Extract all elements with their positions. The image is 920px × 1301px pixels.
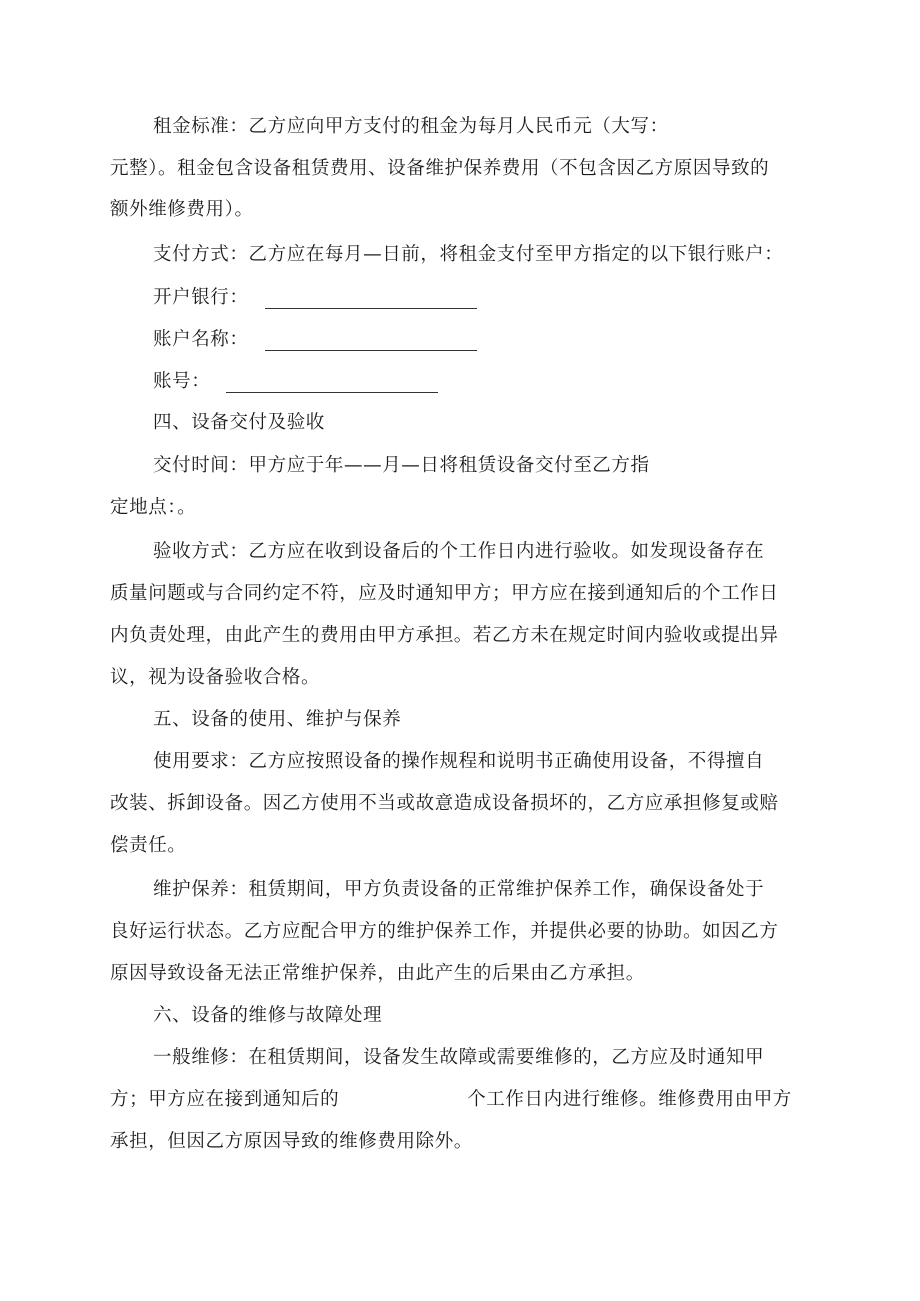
acceptance-line-2: 质量问题或与合同约定不符，应及时通知甲方；甲方应在接到通知后的个工作日 [110,583,779,604]
section-6-title: 六、设备的维修与故障处理 [153,1005,383,1026]
account-name-label: 账户名称： [153,329,249,350]
account-name-field [0,319,920,361]
acceptance-line-3: 内负责处理，由此产生的费用由甲方承担。若乙方未在规定时间内验收或提出异 [110,625,779,646]
usage-line-3: 偿责任。 [110,835,187,856]
maintenance-line-1: 维护保养：租赁期间，甲方负责设备的正常维护保养工作，确保设备处于 [153,879,765,900]
repair-line-2-end: 个工作日内进行维修。维修费用由甲方 [467,1089,792,1110]
usage-line-1: 使用要求：乙方应按照设备的操作规程和说明书正确使用设备，不得擅自 [153,751,765,772]
maintenance-line-2: 良好运行状态。乙方应配合甲方的维护保养工作，并提供必要的协助。如因乙方 [110,921,779,942]
account-number-blank [226,366,438,393]
maintenance-line-3: 原因导致设备无法正常维护保养，由此产生的后果由乙方承担。 [110,963,645,984]
repair-line-3: 承担，但因乙方原因导致的维修费用除外。 [110,1131,473,1152]
account-number-label: 账号： [153,371,211,392]
rent-line-3: 额外维修费用）。 [110,199,254,220]
account-name-blank [265,324,477,351]
acceptance-line-1: 验收方式：乙方应在收到设备后的个工作日内进行验收。如发现设备存在 [153,541,765,562]
repair-line-2-start: 方；甲方应在接到通知后的 [110,1089,340,1110]
acceptance-line-4: 议，视为设备验收合格。 [110,667,321,688]
rent-line-1: 租金标准：乙方应向甲方支付的租金为每月人民币元（大写： [153,116,669,137]
section-4-title: 四、设备交付及验收 [153,412,325,433]
repair-line-1: 一般维修：在租赁期间，设备发生故障或需要维修的，乙方应及时通知甲 [153,1047,765,1068]
payment-line-1: 支付方式：乙方应在每月—日前，将租金支付至甲方指定的以下银行账户： [153,244,784,265]
bank-field [0,277,920,319]
section-5-title: 五、设备的使用、维护与保养 [153,709,402,730]
delivery-line-2: 定地点：。 [110,497,197,518]
repair-line-2 [0,1079,920,1121]
usage-line-2: 改装、拆卸设备。因乙方使用不当或故意造成设备损坏的，乙方应承担修复或赔 [110,793,779,814]
bank-label: 开户银行： [153,287,249,308]
rent-line-2: 元整）。租金包含设备租赁费用、设备维护保养费用（不包含因乙方原因导致的 [110,158,770,179]
account-number-field [0,361,920,403]
delivery-line-1: 交付时间：甲方应于年——月—日将租赁设备交付至乙方指 [153,455,650,476]
bank-blank [265,282,477,309]
